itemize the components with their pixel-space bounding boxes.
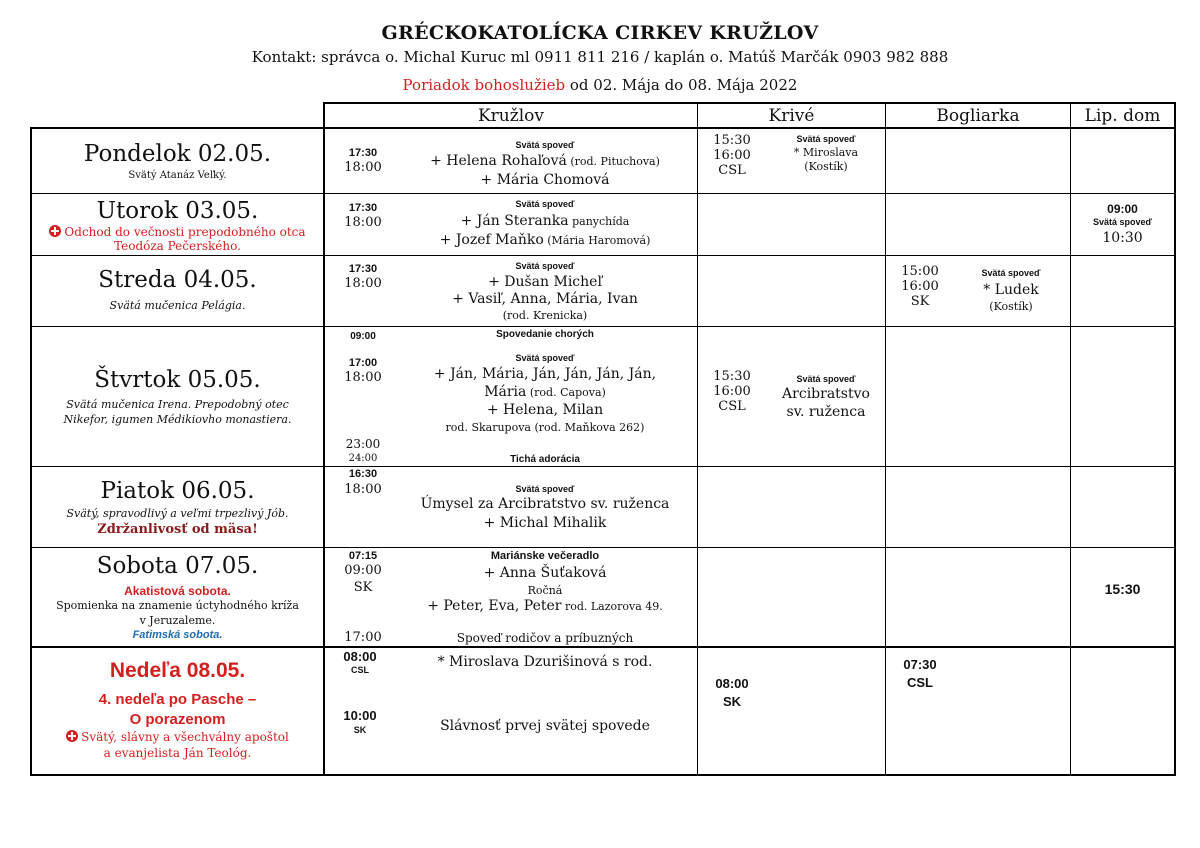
liturgy-time: 08:00 — [343, 649, 377, 664]
fatima-note: Fatimská sobota. — [132, 629, 223, 641]
sunday-subtitle: O porazenom — [129, 711, 226, 728]
intention-line: + Dušan Micheľ — [488, 274, 602, 290]
schedule-period — [0, 76, 1200, 94]
sunday-subtitle: 4. nedeľa po Pasche – — [98, 691, 257, 708]
column-header-krive: Krivé — [768, 106, 815, 126]
confession-label: Svätá spoveď — [515, 140, 575, 150]
liturgy-time: 18:00 — [344, 215, 382, 230]
intention-line: + Vasiľ, Anna, Mária, Ivan — [452, 291, 638, 307]
krive-times: 15:30 16:00 CSL — [713, 369, 751, 414]
grid-line — [30, 646, 1176, 648]
confession-label: Svätá spoveď — [515, 484, 575, 494]
akatist-note: Akatistová sobota. — [124, 584, 231, 598]
grid-line — [323, 102, 1176, 104]
krive-intention: * Miroslava — [793, 146, 859, 159]
contact-line: Kontakt: správca o. Michal Kuruc ml 0911 811 216 / kaplán o. Matúš Marčák 0903 982 888 — [251, 48, 949, 66]
bogliarka-intention-note: (Kostík) — [989, 300, 1033, 313]
fast-note: Zdržanlivosť od mäsa! — [97, 522, 258, 537]
day-title: Štvrtok 05.05. — [94, 367, 261, 393]
grid-line — [30, 547, 1176, 548]
lip-time: 15:30 — [1104, 581, 1141, 597]
confession-time: 17:00 — [348, 357, 378, 369]
liturgy-time: 18:00 — [344, 276, 382, 291]
section-heading: Spovedanie chorých — [496, 329, 594, 340]
liturgy-time: 18:00 — [344, 160, 382, 175]
day-title: Sobota 07.05. — [96, 553, 259, 579]
saint-note: Svätá mučenica Irena. Prepodobný otec — [66, 398, 289, 411]
day-title: Pondelok 02.05. — [83, 141, 272, 167]
intention-line: Slávnosť prvej svätej spovede — [440, 718, 650, 734]
day-title: Piatok 06.05. — [100, 478, 255, 504]
lip-time: 10:30 — [1102, 230, 1143, 246]
intention-line: Spoveď rodičov a príbuzných — [456, 631, 634, 645]
intention-line: + Ján, Mária, Ján, Ján, Ján, Ján, — [433, 366, 657, 382]
confession-time: 16:30 — [348, 468, 378, 480]
time: 23:00 — [345, 437, 381, 451]
grid-line — [323, 102, 325, 776]
red-cross-icon — [49, 225, 61, 237]
intention-note: rod. Skarupova (rod. Maňkova 262) — [445, 421, 645, 434]
grid-line — [30, 326, 1176, 327]
saint-note: Svätý, spravodlivý a veľmi trpezlivý Jób. — [66, 507, 289, 520]
feast-note: Teodóza Pečerského. — [114, 239, 241, 253]
confession-label: Svätá spoveď — [515, 199, 575, 209]
intention-note: Ročná — [527, 584, 563, 597]
liturgy-time: 10:00 — [343, 708, 377, 723]
day-title: Nedeľa 08.05. — [109, 659, 246, 682]
krive-times: 15:30 16:00 CSL — [713, 133, 751, 178]
column-header-bogliarka: Bogliarka — [936, 106, 1020, 126]
confession-time: 17:30 — [348, 147, 378, 159]
bogliarka-times: 15:00 16:00 SK — [901, 264, 939, 309]
grid-line — [30, 193, 1176, 194]
intention-note: (rod. Krenicka) — [502, 309, 588, 322]
saint-note: Nikefor, igumen Médikiovho monastiera. — [63, 413, 292, 426]
intention-line: + Peter, Eva, Peter rod. Lazorova 49. — [427, 598, 663, 614]
intention-line: + Jozef Maňko (Mária Haromová) — [439, 232, 651, 248]
confession-label: Svätá spoveď — [515, 261, 575, 271]
intention-line: + Ján Steranka panychída — [460, 213, 630, 229]
intention-line: + Helena, Milan — [486, 402, 604, 418]
bogliarka-lang: CSL — [907, 675, 933, 690]
krive-lang: SK — [722, 694, 742, 709]
intention-line: + Michal Mihalik — [483, 515, 607, 531]
schedule-label: Poriadok bohoslužieb — [402, 76, 566, 94]
grid-line — [697, 102, 698, 776]
bogliarka-intention: * Ludek — [983, 282, 1039, 298]
feast-note: a evanjelista Ján Teológ. — [103, 746, 252, 760]
time: 17:00 — [344, 630, 382, 645]
liturgy-time: 18:00 — [344, 482, 382, 497]
confession-time: 17:30 — [348, 263, 378, 275]
time: 09:00 — [350, 331, 376, 342]
saint-note: Svätá mučenica Pelágia. — [109, 299, 246, 312]
intention-line: * Miroslava Dzurišinová s rod. — [437, 654, 653, 670]
lip-time: 09:00 — [1107, 202, 1138, 216]
intention-line: + Helena Rohaľová (rod. Pituchova) — [430, 153, 660, 169]
day-title: Utorok 03.05. — [96, 198, 259, 224]
red-cross-icon — [66, 730, 78, 742]
feast-note: Odchod do večnosti prepodobného otca — [32, 225, 323, 239]
confession-label: Svätá spoveď — [515, 353, 575, 363]
liturgy-time: 09:00 — [344, 563, 382, 578]
krive-intention-note: (Kostík) — [804, 160, 848, 173]
krive-time: 08:00 — [715, 676, 749, 691]
intention-line: Úmysel za Arcibratstvo sv. ruženca — [420, 496, 670, 512]
grid-line — [30, 466, 1176, 467]
day-title: Streda 04.05. — [98, 267, 257, 293]
grid-line — [30, 255, 1176, 256]
confession-time: 17:30 — [348, 202, 378, 214]
feast-note: Svätý, slávny a všechválny apoštol — [32, 730, 323, 744]
krive-intention: Arcibratstvo — [782, 386, 870, 402]
confession-label: Svätá spoveď — [981, 268, 1041, 278]
krive-intention: sv. ruženca — [786, 404, 866, 420]
intention-line: + Anna Šuťaková — [483, 565, 607, 581]
column-header-lip-dom: Lip. dom — [1084, 106, 1161, 126]
liturgy-time: 18:00 — [344, 370, 382, 385]
time: 24:00 — [348, 453, 378, 464]
confession-label: Svätá spoveď — [796, 134, 856, 144]
time: 07:15 — [348, 550, 378, 562]
saint-note: Svätý Atanáz Veľký. — [128, 170, 227, 181]
bogliarka-time: 07:30 — [903, 657, 937, 672]
saint-note: Spomienka na znamenie úctyhodného kríža — [56, 599, 299, 612]
liturgy-lang: SK — [353, 725, 367, 735]
grid-line — [885, 102, 886, 776]
confession-label: Svätá spoveď — [796, 374, 856, 384]
grid-line — [1174, 102, 1176, 776]
section-heading: Tichá adorácia — [510, 454, 580, 465]
schedule-dates: od 02. Mája do 08. Mája 2022 — [565, 76, 798, 94]
intention-line: Mária (rod. Capova) — [484, 384, 606, 400]
liturgy-lang: CSL — [351, 665, 369, 675]
confession-label: Svätá spoveď — [1093, 217, 1152, 227]
column-header-kruzlov: Kružlov — [477, 106, 544, 126]
intention-line: + Mária Chomová — [480, 172, 610, 188]
section-heading: Mariánske večeradlo — [490, 550, 600, 562]
page-title: GRÉCKOKATOLÍCKA CIRKEV KRUŽLOV — [381, 22, 819, 44]
liturgy-lang: SK — [353, 580, 373, 595]
saint-note: v Jeruzaleme. — [139, 614, 216, 627]
grid-line — [30, 774, 1176, 776]
grid-line — [30, 127, 1176, 129]
